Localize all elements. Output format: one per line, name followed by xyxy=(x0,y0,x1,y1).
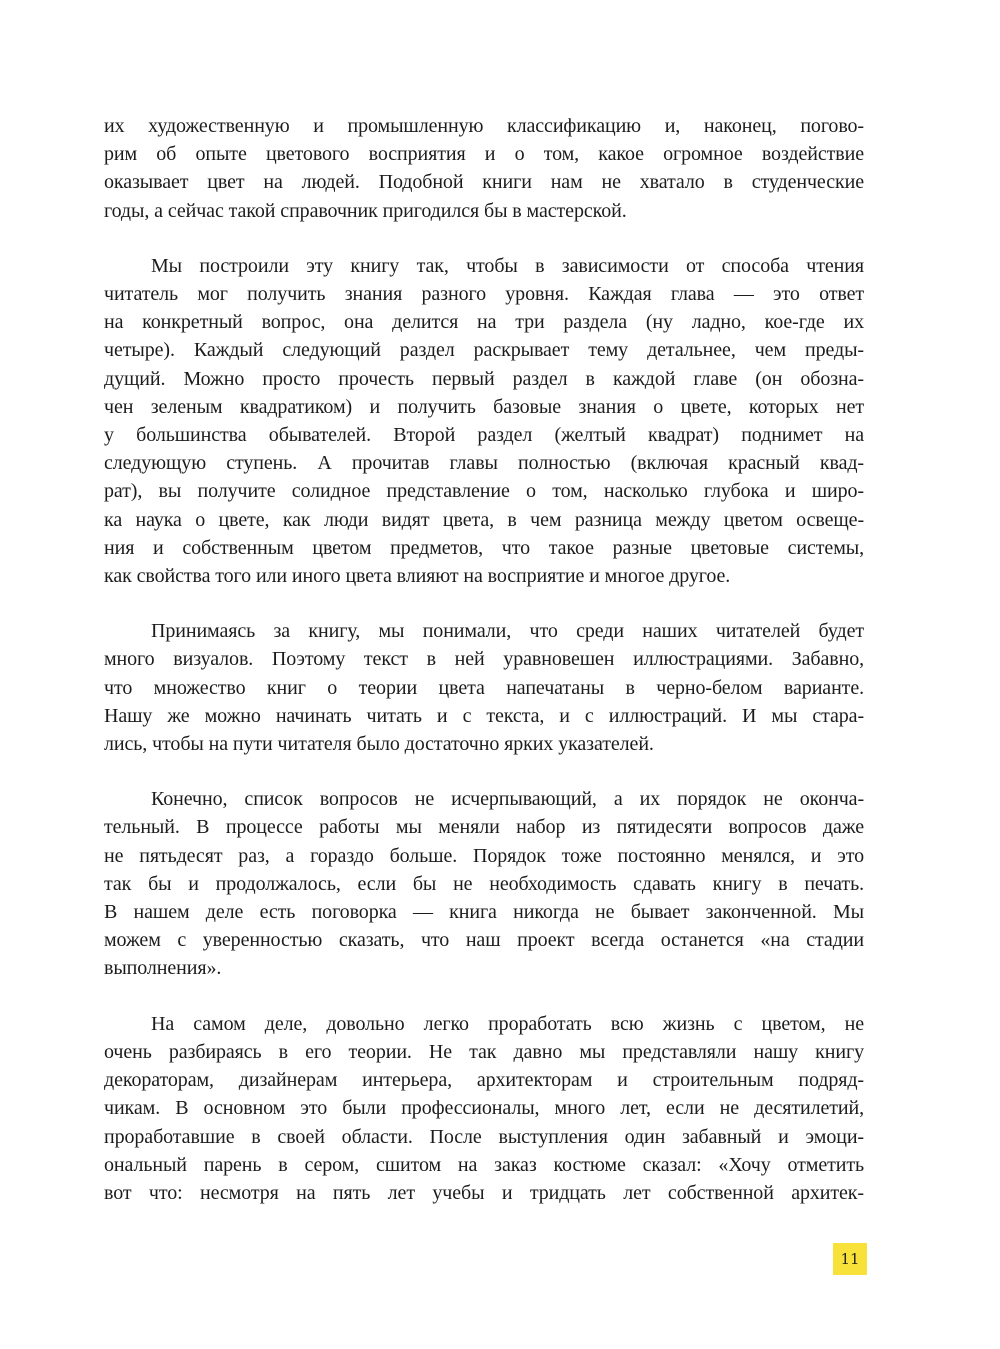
text-line: ка наука о цвете, как люди видят цвета, в чем разница между цветом освеще- xyxy=(104,508,864,531)
text-line: Мы построили эту книгу так, чтобы в зависимости от способа чтения xyxy=(151,254,864,277)
text-line: В нашем деле есть поговорка — книга никогда не бывает законченной. Мы xyxy=(104,901,864,924)
text-line: декораторам, дизайнерам интерьера, архитекторам и строительным подряд- xyxy=(104,1069,864,1092)
text-line: на конкретный вопрос, она делится на три раздела (ну ладно, кое-где их xyxy=(104,311,864,334)
text-line: много визуалов. Поэтому текст в ней уравновешен иллюстрациями. Забавно, xyxy=(104,648,864,671)
text-line: что множество книг о теории цвета напечатаны в черно-белом варианте. xyxy=(104,676,864,699)
text-line: выполнения». xyxy=(104,957,222,980)
text-line: На самом деле, довольно легко проработать всю жизнь с цветом, не xyxy=(151,1012,864,1035)
paragraph xyxy=(104,1010,864,1207)
text-line: тельный. В процессе работы мы меняли набор из пятидесяти вопросов даже xyxy=(104,816,864,839)
text-line: ния и собственным цветом предметов, что такое разные цветовые системы, xyxy=(104,536,864,559)
text-line: проработавшие в своей области. После выступления один забавный и эмоци- xyxy=(104,1125,864,1148)
text-line: годы, а сейчас такой справочник пригодился бы в мастерской. xyxy=(104,199,627,222)
text-line: чен зеленым квадратиком) и получить базовые знания о цвете, которых нет xyxy=(104,395,864,418)
text-line: рат), вы получите солидное представление о том, насколько глубока и широ- xyxy=(104,480,864,503)
text-line: лись, чтобы на пути читателя было достаточно ярких указателей. xyxy=(104,733,654,756)
text-line: ональный парень в сером, сшитом на заказ костюме сказал: «Хочу отметить xyxy=(104,1153,864,1176)
page-number-badge: 11 xyxy=(833,1243,867,1275)
text-line: не пятьдесят раз, а гораздо больше. Порядок тоже постоянно менялся, и это xyxy=(104,844,864,867)
text-line: следующую ступень. А прочитав главы полностью (включая красный квад- xyxy=(104,452,864,475)
paragraph xyxy=(104,112,864,225)
text-line: у большинства обывателей. Второй раздел (желтый квадрат) поднимет на xyxy=(104,424,864,447)
text-line: так бы и продолжалось, если бы не необходимость сдавать книгу в печать. xyxy=(104,872,864,895)
paragraph xyxy=(104,785,864,982)
paragraph xyxy=(104,252,864,590)
paragraph xyxy=(104,617,864,758)
text-line: четыре). Каждый следующий раздел раскрывает тему детальнее, чем преды- xyxy=(104,339,864,362)
text-line: можем с уверенностью сказать, что наш проект всегда останется «на стадии xyxy=(104,929,864,952)
text-block xyxy=(104,112,864,1207)
text-line: их художественную и промышленную классификацию и, наконец, погово- xyxy=(104,115,864,137)
text-line: рим об опыте цветового восприятия и о том, какое огромное воздействие xyxy=(104,143,864,166)
text-line: дущий. Можно просто прочесть первый раздел в каждой главе (он обозна- xyxy=(104,367,864,390)
text-line: читатель мог получить знания разного уровня. Каждая глава — это ответ xyxy=(104,283,864,306)
text-line: чикам. В основном это были профессионалы, много лет, если не десятилетий, xyxy=(104,1097,864,1120)
text-line: Принимаясь за книгу, мы понимали, что среди наших читателей будет xyxy=(151,620,864,643)
text-line: Конечно, список вопросов не исчерпывающий, а их порядок не оконча- xyxy=(151,788,864,811)
text-line: как свойства того или иного цвета влияют на восприятие и многое другое. xyxy=(104,565,731,588)
text-line: вот что: несмотря на пять лет учебы и тридцать лет собственной архитек- xyxy=(104,1181,864,1204)
text-line: очень разбираясь в его теории. Не так давно мы представляли нашу книгу xyxy=(104,1040,864,1063)
text-line: Нашу же можно начинать читать и с текста, и с иллюстраций. И мы стара- xyxy=(104,704,864,727)
text-line: оказывает цвет на людей. Подобной книги нам не хватало в студенческие xyxy=(104,171,864,194)
